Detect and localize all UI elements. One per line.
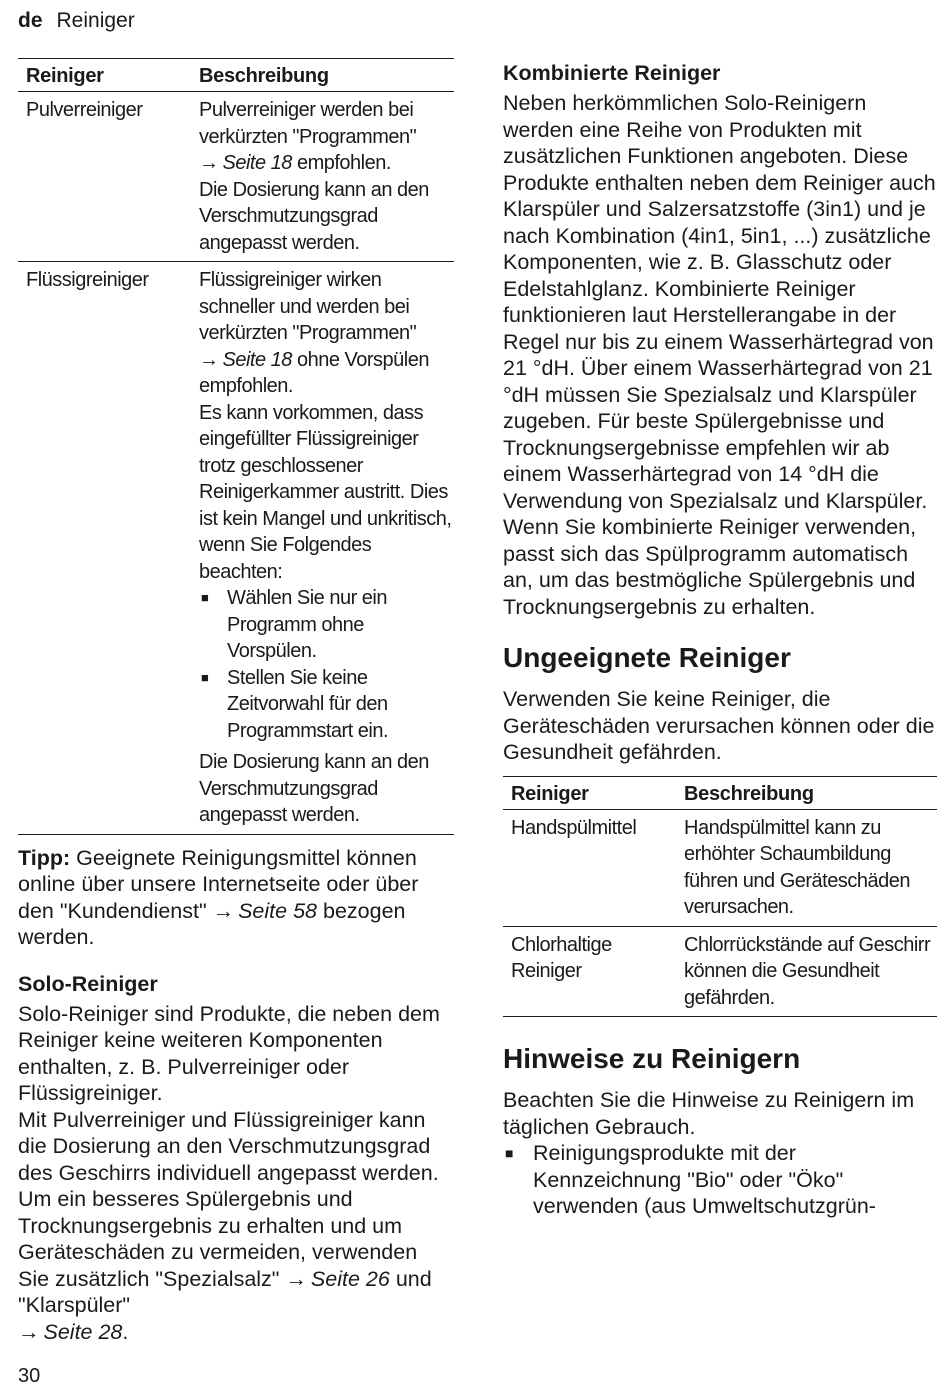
table-header-description: Beschreibung	[684, 782, 814, 805]
solo-paragraph: Mit Pulverreiniger und Flüssigreiniger kann die Dosierung an den Verschmutzungsgrad des Geschirrs individuell angepasst werden.	[18, 1107, 439, 1185]
cleaner-description	[191, 262, 454, 835]
table-row	[18, 92, 454, 262]
table-row	[503, 926, 937, 1017]
arrow-icon: →	[199, 152, 219, 174]
page-number: 30	[18, 1365, 41, 1387]
bullet-list	[199, 585, 454, 744]
page-reference-link[interactable]: Seite 18	[222, 152, 292, 174]
tip-text: Geeignete Reinigungsmittel können online über unsere Internetseite oder über den "Kundendienst"	[18, 845, 419, 923]
description-text: Die Dosierung kann an den Verschmutzungsgrad angepasst werden.	[199, 751, 429, 826]
cleaner-description	[191, 92, 454, 262]
section-title: Reiniger	[56, 9, 135, 32]
unsuitable-cleaners-table	[503, 776, 937, 1018]
cleaner-name: Flüssigreiniger	[26, 269, 149, 291]
table-header-row	[503, 776, 937, 809]
description-text: ohne Vorspülen empfohlen.	[199, 348, 429, 397]
table-header-description: Beschreibung	[199, 65, 329, 87]
table-row	[503, 809, 937, 926]
notes-paragraph: Beachten Sie die Hinweise zu Reinigern im täglichen Gebrauch.	[503, 1088, 915, 1139]
page-reference-link[interactable]: Seite 28	[43, 1319, 123, 1344]
kombi-heading: Kombinierte Reiniger	[503, 61, 721, 85]
cleaner-name: Handspülmittel	[511, 816, 637, 839]
paragraph-text: Um ein besseres Spülergebnis und Trocknungsergebnis zu erhalten und um Geräteschäden zu vermeiden, verwenden Sie zusätzlich "Spezialsalz"	[18, 1187, 418, 1291]
unsuitable-paragraph: Verwenden Sie keine Reiniger, die Geräteschäden verursachen können oder die Gesundheit gefährden.	[503, 687, 935, 764]
language-code: de	[18, 9, 43, 32]
solo-paragraph	[18, 1186, 454, 1345]
arrow-icon: →	[18, 1319, 40, 1344]
description-text: Pulverreiniger werden bei verkürzten "Programmen"	[199, 99, 417, 148]
paragraph-text: und "Klarspüler"	[18, 1266, 432, 1317]
unsuitable-heading: Ungeeignete Reiniger	[503, 642, 791, 673]
list-item: ■ Reinigungsprodukte mit der Kennzeichnung "Bio" oder "Öko" verwenden (aus Umweltschutzgrün-	[503, 1140, 937, 1220]
arrow-icon: →	[199, 348, 219, 371]
notes-heading: Hinweise zu Reinigern	[503, 1043, 801, 1074]
table-header-cleaner: Reiniger	[511, 782, 589, 805]
solo-paragraph: Solo-Reiniger sind Produkte, die neben dem Reiniger keine weiteren Komponenten enthalten, z. B. Pulverreiniger oder Flüssigreiniger.	[18, 1001, 440, 1105]
cleaner-description: Chlorrückstände auf Geschirr können die Gesundheit gefährden.	[684, 933, 931, 1009]
description-text: Die Dosierung kann an den Verschmutzungsgrad angepasst werden.	[199, 178, 429, 254]
table-header-cleaner: Reiniger	[26, 65, 104, 87]
paragraph-text: .	[122, 1319, 129, 1344]
page-header	[18, 9, 135, 33]
arrow-icon: →	[285, 1266, 307, 1291]
table-row	[18, 262, 454, 835]
table-header-row	[18, 59, 454, 92]
description-text: Flüssigreiniger wirken schneller und werden bei verkürzten "Programmen"	[199, 269, 417, 344]
list-item: ■ Wählen Sie nur ein Programm ohne Vorspülen.	[199, 585, 454, 665]
right-column	[503, 58, 937, 1220]
notes-bullet-list	[503, 1140, 937, 1220]
page-reference-link[interactable]: Seite 18	[222, 348, 292, 371]
tip-label: Tipp:	[18, 845, 71, 870]
cleaner-name: Chlorhaltige Reiniger	[511, 933, 612, 982]
arrow-icon: →	[212, 898, 235, 923]
cleaner-types-table	[18, 58, 454, 835]
page-reference-link[interactable]: Seite 58	[238, 898, 317, 923]
tip-paragraph	[18, 845, 454, 951]
kombi-paragraph: Neben herkömmlichen Solo-Reinigern werden eine Reihe von Produkten mit zusätzlichen Funktionen angeboten. Diese Produkte enthalten neben dem Reiniger auch Klarspüler und Salzersatzstoffe (3in1) und je nach Kombination (4in1, 5in1, ...) zusätzliche Komponenten, wie z. B. Glasschutz oder Edelstahlglanz. Kombinierte Reiniger funktionieren laut Herstellerangabe in der Regel nur bis zu einem Wasserhärtegrad von 21 °dH. Über einem Wasserhärtegrad von 21 °dH müssen Sie Spezialsalz und Klarspüler zugeben. Für beste Spülergebnisse und Trocknungsergebnisse empfehlen wir ab einem Wasserhärtegrad von 14 °dH die Verwendung von Spezialsalz und Klarspüler. Wenn Sie kombinierte Reiniger verwenden, passt sich das Spülprogramm automatisch an, um das bestmögliche Spülergebnis und Trocknungsergebnis zu erhalten.	[503, 91, 936, 619]
cleaner-name: Pulverreiniger	[26, 99, 143, 121]
page-reference-link[interactable]: Seite 26	[310, 1266, 390, 1291]
tip-text: bezogen werden.	[18, 898, 406, 949]
cleaner-description: Handspülmittel kann zu erhöhter Schaumbildung führen und Geräteschäden verursachen.	[684, 816, 910, 918]
solo-heading: Solo-Reiniger	[18, 971, 158, 996]
list-item: ■ Stellen Sie keine Zeitvorwahl für den Programmstart ein.	[199, 665, 454, 745]
left-column	[18, 58, 454, 1345]
description-text: Es kann vorkommen, dass eingefüllter Flüssigreiniger trotz geschlossener Reinigerkammer austritt. Dies ist kein Mangel und unkritisch, wenn Sie Folgendes beachten:	[199, 401, 452, 583]
description-text: empfohlen.	[296, 152, 391, 174]
